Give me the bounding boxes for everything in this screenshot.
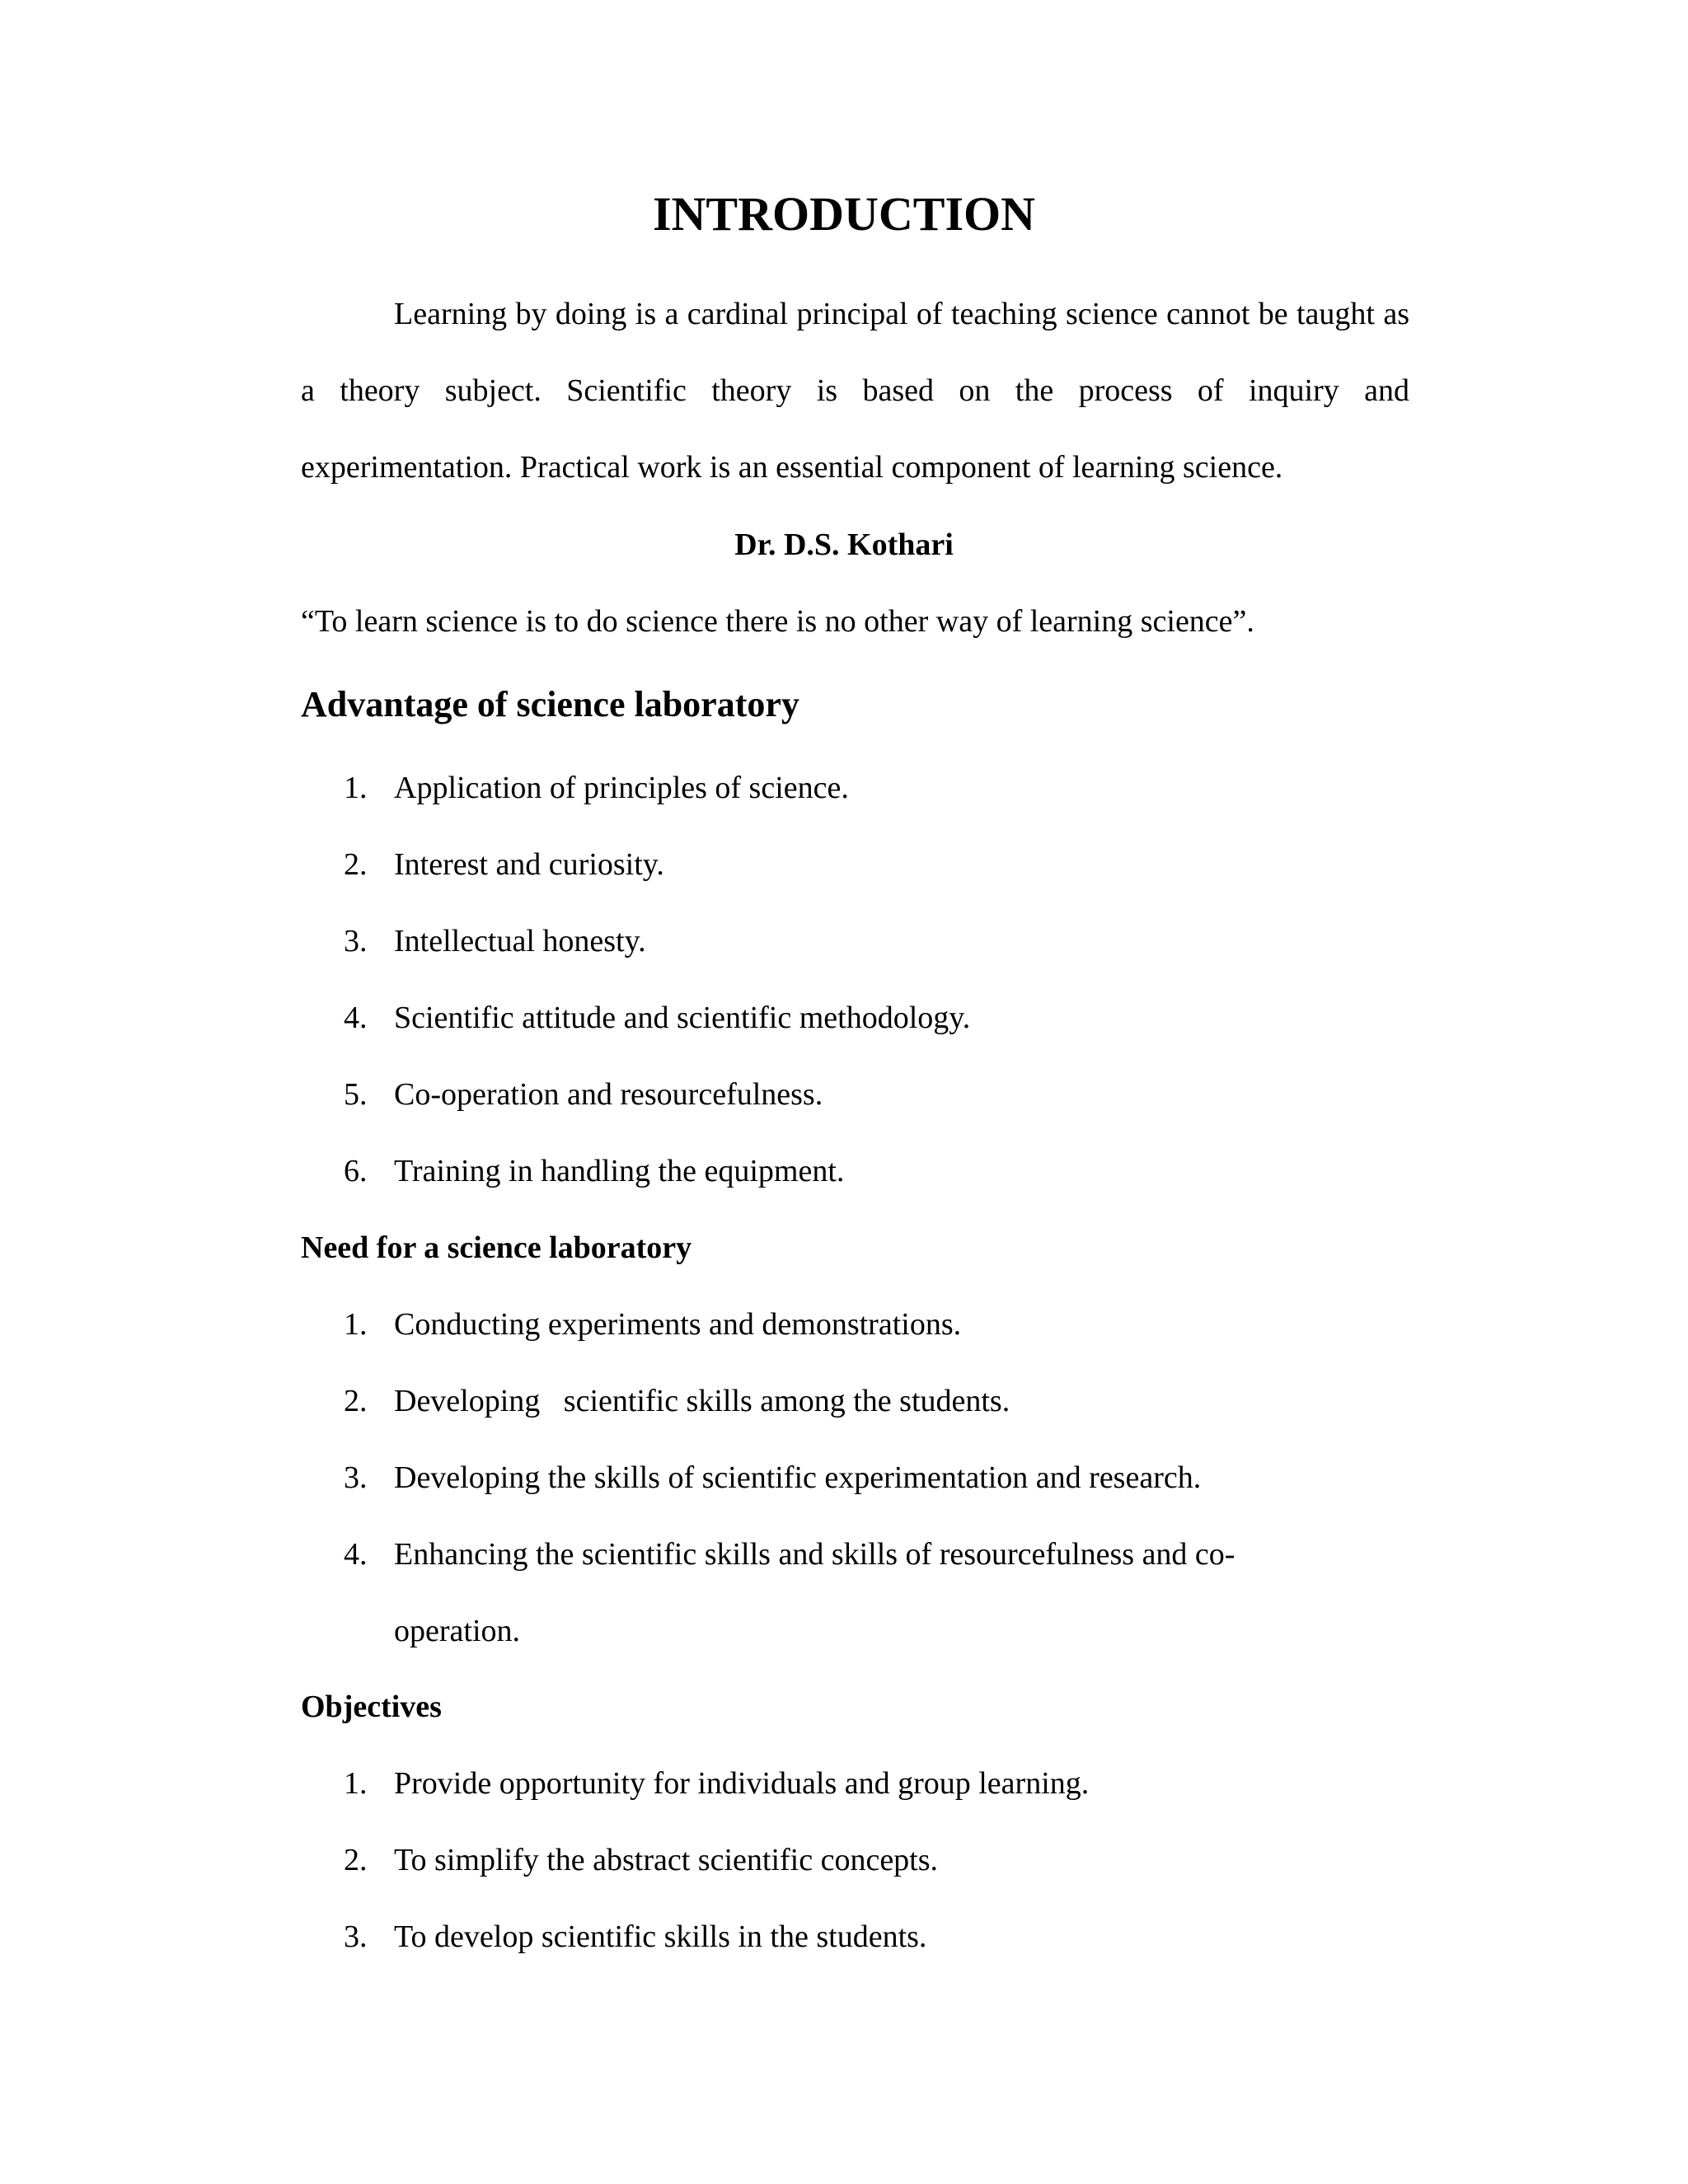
list-item bbox=[301, 1746, 1409, 1822]
advantages-heading: Advantage of science laboratory bbox=[301, 684, 799, 724]
need-heading: Need for a science laboratory bbox=[301, 1230, 692, 1265]
list-text: Training in handling the equipment. bbox=[394, 1154, 845, 1188]
list-text: Developing the skills of scientific experimentation and research. bbox=[394, 1460, 1202, 1495]
list-item bbox=[301, 1286, 1356, 1363]
list-item bbox=[301, 903, 1409, 980]
list-number: 3. bbox=[344, 1460, 368, 1495]
list-text: Provide opportunity for individuals and group learning. bbox=[394, 1766, 1090, 1801]
list-number: 3. bbox=[344, 1919, 368, 1954]
list-text: To develop scientific skills in the students. bbox=[394, 1919, 927, 1954]
list-item bbox=[301, 1822, 1409, 1899]
page-title: INTRODUCTION bbox=[652, 187, 1036, 241]
list-number: 1. bbox=[344, 1766, 368, 1801]
list-item bbox=[301, 1516, 1356, 1670]
list-item bbox=[301, 1363, 1356, 1440]
list-item bbox=[301, 1057, 1409, 1133]
author-quote: “To learn science is to do science there is no other way of learning science”. bbox=[301, 604, 1254, 639]
list-item bbox=[301, 980, 1409, 1057]
list-text: Co-operation and resourcefulness. bbox=[394, 1077, 823, 1112]
list-number: 4. bbox=[344, 1537, 368, 1572]
list-text: Developing scientific skills among the students. bbox=[394, 1384, 1010, 1418]
list-number: 4. bbox=[344, 1001, 368, 1035]
list-text: Interest and curiosity. bbox=[394, 847, 664, 882]
list-number: 6. bbox=[344, 1154, 368, 1188]
list-text: Scientific attitude and scientific methodology. bbox=[394, 1001, 971, 1035]
author-attribution: Dr. D.S. Kothari bbox=[734, 527, 954, 562]
list-number: 2. bbox=[344, 1384, 368, 1418]
list-text: Conducting experiments and demonstrations. bbox=[394, 1307, 962, 1342]
objectives-list bbox=[301, 1746, 1409, 1975]
list-text: Intellectual honesty. bbox=[394, 924, 646, 958]
list-item bbox=[301, 827, 1409, 903]
list-number: 3. bbox=[344, 924, 368, 958]
list-text: Application of principles of science. bbox=[394, 771, 849, 805]
list-item bbox=[301, 1133, 1409, 1210]
objectives-heading: Objectives bbox=[301, 1690, 442, 1724]
intro-paragraph: Learning by doing is a cardinal principal of teaching science cannot be taught as a theory subject. Scientific theory is based on the process of inquiry and experimentation. Practical work is an essential component of learning science. bbox=[301, 297, 1409, 485]
list-text: To simplify the abstract scientific concepts. bbox=[394, 1843, 939, 1877]
list-number: 1. bbox=[344, 771, 368, 805]
list-number: 2. bbox=[344, 1843, 368, 1877]
need-list bbox=[301, 1286, 1356, 1670]
list-item bbox=[301, 1440, 1356, 1516]
list-item bbox=[301, 750, 1409, 827]
list-text: Enhancing the scientific skills and skills of resourcefulness and co-operation. bbox=[394, 1537, 1236, 1648]
list-number: 2. bbox=[344, 847, 368, 882]
advantages-list bbox=[301, 750, 1409, 1210]
list-number: 5. bbox=[344, 1077, 368, 1112]
list-number: 1. bbox=[344, 1307, 368, 1342]
list-item bbox=[301, 1899, 1409, 1975]
